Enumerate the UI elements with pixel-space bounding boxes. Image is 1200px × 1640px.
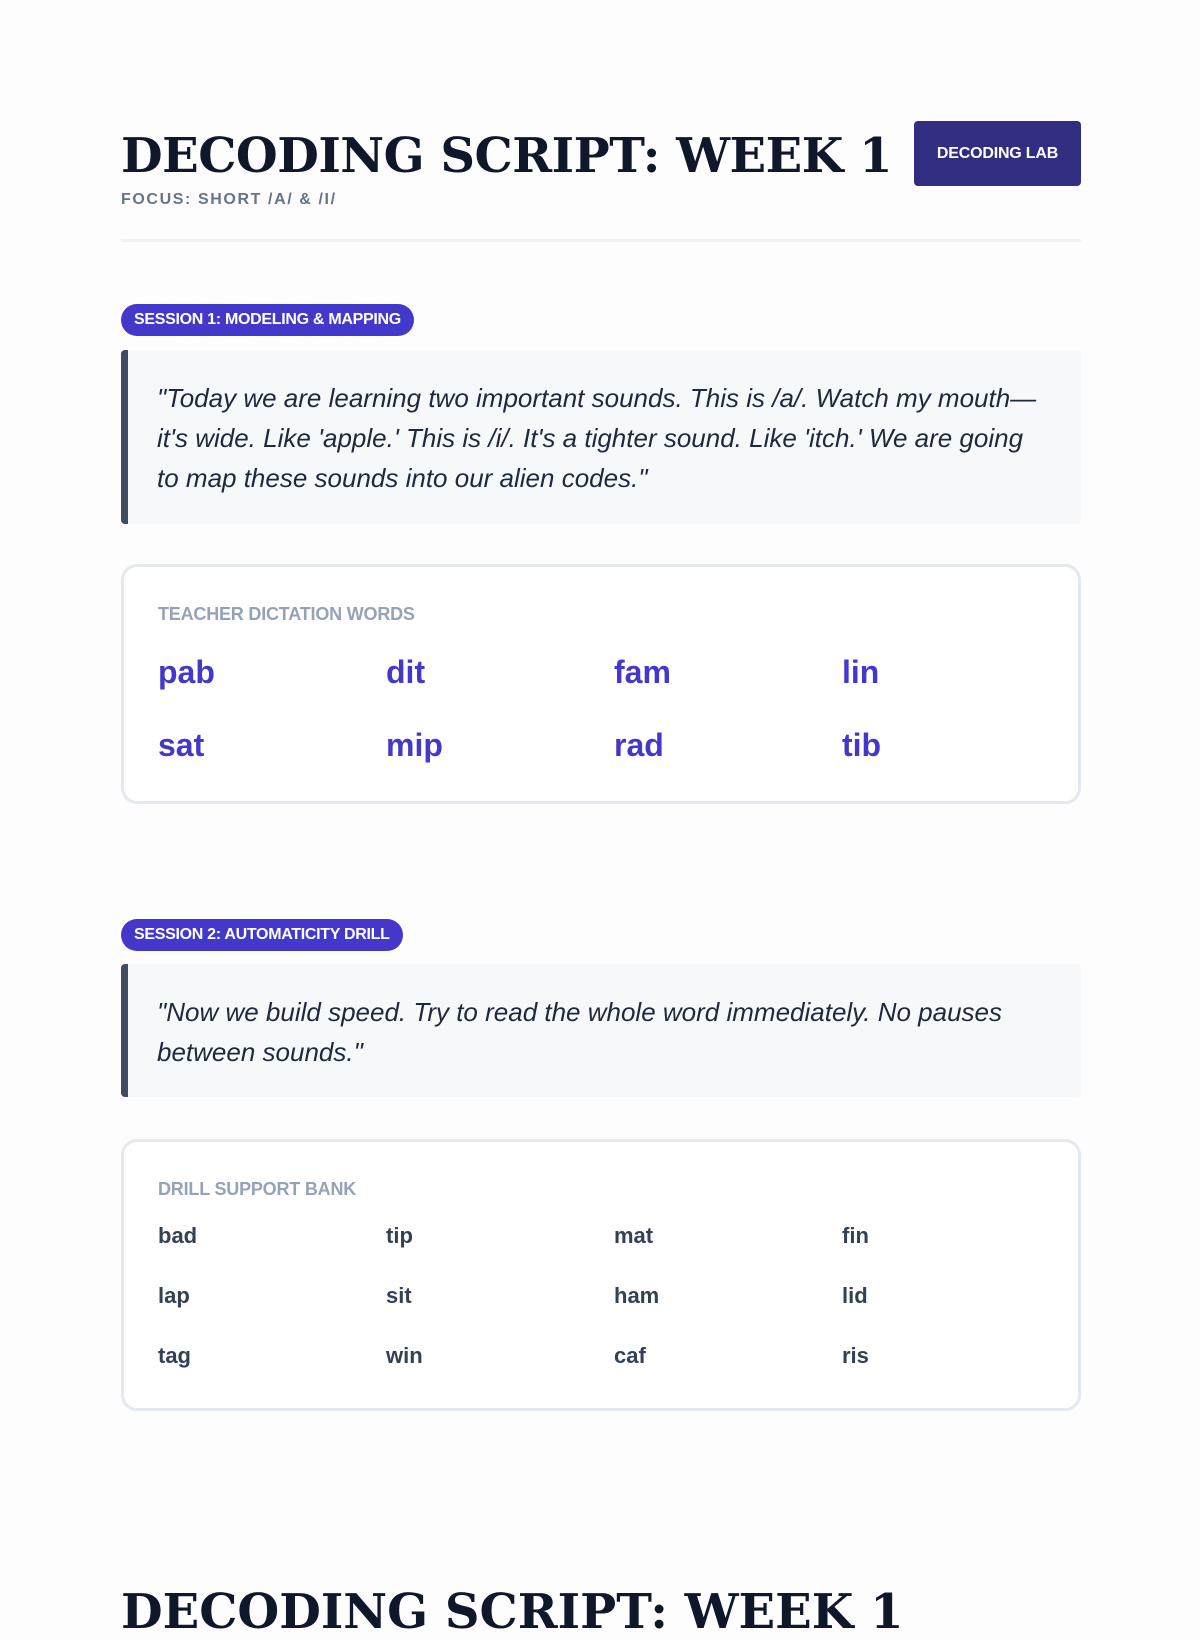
word-item: tag bbox=[158, 1343, 191, 1368]
word-item: bad bbox=[158, 1223, 198, 1248]
dictation-words-card bbox=[121, 564, 1081, 804]
word-item: ris bbox=[842, 1343, 869, 1368]
brand-badge: DECODING LAB bbox=[914, 121, 1081, 186]
word-item: fin bbox=[842, 1223, 869, 1248]
drill-support-label: DRILL SUPPORT BANK bbox=[158, 1179, 357, 1199]
session-1-script: "Today we are learning two important sounds. This is /a/. Watch my mouth—it's wide. Like 'apple.' This is /i/. It's a tighter sound. Like 'itch.' We are going to map these sounds into our alien codes." bbox=[121, 350, 1081, 524]
page-header bbox=[121, 120, 1081, 242]
drill-support-card bbox=[121, 1139, 1081, 1411]
word-item: rad bbox=[614, 727, 664, 763]
drill-support-grid bbox=[158, 1222, 1070, 1402]
word-item: fam bbox=[614, 654, 671, 690]
page-title: DECODING SCRIPT: WEEK 1 bbox=[121, 128, 893, 184]
word-item: mat bbox=[614, 1223, 654, 1248]
dictation-words-grid bbox=[158, 652, 1070, 798]
word-item: sat bbox=[158, 727, 205, 763]
word-item: mip bbox=[386, 727, 443, 763]
session-2-script: "Now we build speed. Try to read the whole word immediately. No pauses between sounds." bbox=[121, 964, 1081, 1097]
session-1-label: SESSION 1: MODELING & MAPPING bbox=[121, 304, 414, 336]
word-item: sit bbox=[386, 1283, 412, 1308]
word-item: pab bbox=[158, 654, 215, 690]
word-item: ham bbox=[614, 1283, 660, 1308]
word-item: lap bbox=[158, 1283, 190, 1308]
page-subtitle: FOCUS: SHORT /A/ & /I/ bbox=[121, 191, 337, 208]
session-2-label: SESSION 2: AUTOMATICITY DRILL bbox=[121, 919, 403, 951]
word-item: win bbox=[386, 1343, 423, 1368]
dictation-words-label: TEACHER DICTATION WORDS bbox=[158, 604, 415, 624]
word-item: lid bbox=[842, 1283, 868, 1308]
word-item: tib bbox=[842, 727, 882, 763]
word-item: dit bbox=[386, 654, 426, 690]
word-item: tip bbox=[386, 1223, 413, 1248]
word-item: lin bbox=[842, 654, 880, 690]
next-page-title: DECODING SCRIPT: WEEK 1 bbox=[121, 1584, 904, 1640]
word-item: caf bbox=[614, 1343, 646, 1368]
